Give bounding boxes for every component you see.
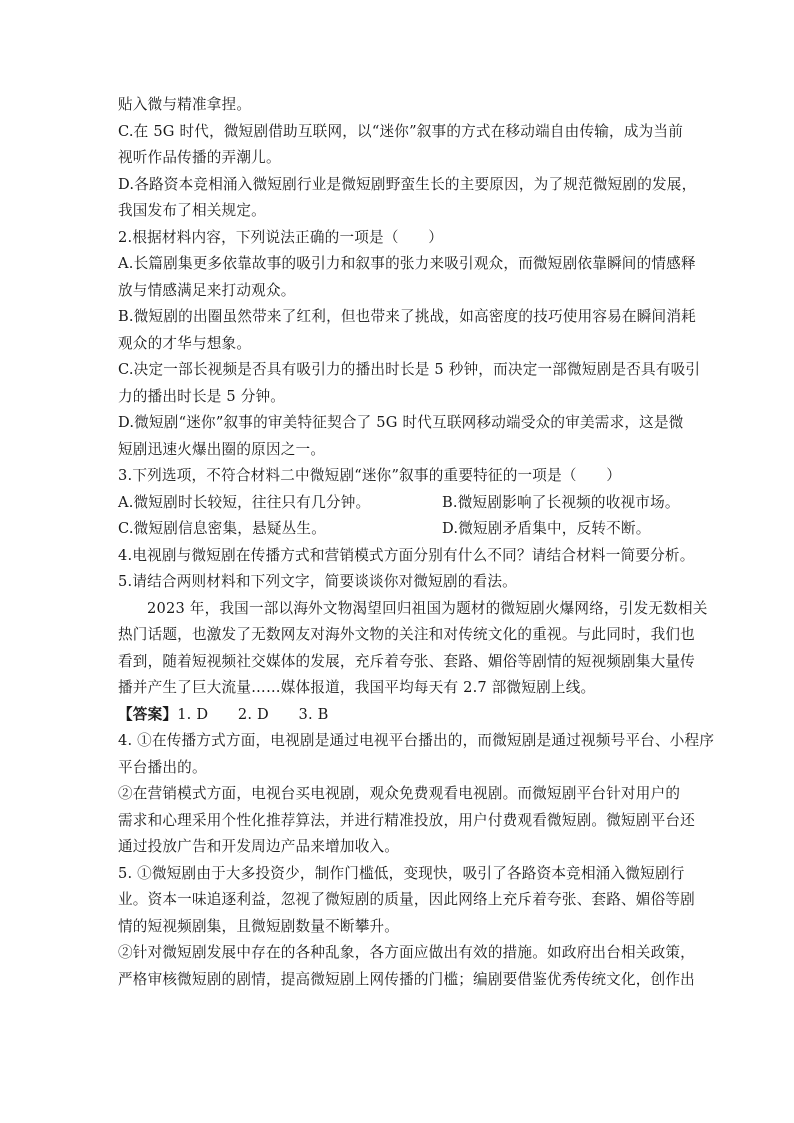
answer-label: 【答案】 (118, 705, 178, 723)
option-right: D.微短剧矛盾集中，反转不断。 (442, 520, 651, 537)
text-line: D.各路资本竞相涌入微短剧行业是微短剧野蛮生长的主要原因，为了规范微短剧的发展， (118, 175, 697, 193)
text-line: 贴入微与精准拿捏。 (118, 96, 252, 113)
passage-line: 看到，随着短视频社交媒体的发展，充斥着夸张、套路、媚俗等剧情的短视频剧集大量传 (118, 652, 695, 670)
supplementary-passage (118, 596, 708, 702)
option-row (118, 490, 678, 517)
text-line: C.决定一部长视频是否具有吸引力的播出时长是 5 秒钟，而决定一部微短剧是否具有吸引 (118, 361, 701, 378)
answer-key-line (118, 702, 678, 729)
answer-explanations (118, 728, 715, 993)
option-right: B.微短剧影响了长视频的收视市场。 (442, 493, 680, 511)
answer-line: ②针对微短剧发展中存在的各种乱象，各方面应做出有效的措施。如政府出台相关政策， (118, 944, 695, 961)
answer-line: 平台播出的。 (118, 758, 207, 776)
question-3-options (118, 490, 678, 543)
option-row (118, 516, 678, 543)
text-line: D.微短剧“迷你”叙事的审美特征契合了 5G 时代互联网移动端受众的审美需求，这是微 (118, 414, 684, 431)
text-line: 视听作品传播的弄潮儿。 (118, 149, 281, 166)
question-block-4-5 (118, 543, 695, 596)
text-line: 短剧迅速火爆出圈的原因之一。 (118, 440, 326, 458)
passage-line: 播并产生了巨大流量……媒体报道，我国平均每天有 2.7 部微短剧上线。 (118, 679, 596, 696)
text-line: 放与情感满足来打动观众。 (118, 281, 296, 299)
document-page (118, 92, 715, 993)
option-left: C.微短剧信息密集，悬疑丛生。 (118, 520, 327, 537)
answer-choices: 1. D 2. D 3. B (177, 705, 329, 723)
text-line: 2.根据材料内容，下列说法正确的一项是（ ） (118, 228, 443, 246)
option-left: A.微短剧时长较短，往往只有几分钟。 (118, 493, 371, 511)
text-line: A.长篇剧集更多依靠故事的吸引力和叙事的张力来吸引观众，而微短剧依靠瞬间的情感释 (118, 255, 696, 272)
text-line: C.在 5G 时代，微短剧借助互联网，以“迷你”叙事的方式在移动端自由传输，成为当前 (118, 122, 684, 140)
text-line: 5.请结合两则材料和下列文字，简要谈谈你对微短剧的看法。 (118, 573, 517, 590)
text-line: 力的播出时长是 5 分钟。 (118, 387, 286, 405)
text-line: 我国发布了相关规定。 (118, 202, 266, 219)
passage-line: 2023 年，我国一部以海外文物渴望回归祖国为题材的微短剧火爆网络，引发无数相关 (147, 599, 708, 617)
answer-line: 4. ①在传播方式方面，电视剧是通过电视平台播出的，而微短剧是通过视频号平台、小程序 (118, 732, 715, 749)
answer-line: 业。资本一味追逐利益，忽视了微短剧的质量，因此网络上充斥着夸张、套路、媚俗等剧 (118, 891, 695, 908)
text-line: B.微短剧的出圈虽然带来了红利，但也带来了挑战，如高密度的技巧使用容易在瞬间消耗 (118, 308, 696, 325)
answer-line: 通过投放广告和开发周边产品来增加收入。 (118, 838, 400, 855)
answer-line: 需求和心理采用个性化推荐算法，并进行精准投放，用户付费观看微短剧。微短剧平台还 (118, 811, 695, 829)
passage-line: 热门话题，也激发了无数网友对海外文物的关注和对传统文化的重视。与此同时，我们也 (118, 626, 695, 643)
answer-line: 情的短视频剧集，且微短剧数量不断攀升。 (118, 917, 400, 935)
text-line: 观众的才华与想象。 (118, 334, 252, 352)
answer-line: 严格审核微短剧的剧情，提高微短剧上网传播的门槛；编剧要借鉴优秀传统文化，创作出 (118, 970, 695, 988)
question-block-1-3 (118, 92, 701, 490)
text-line: 3.下列选项，不符合材料二中微短剧“迷你”叙事的重要特征的一项是（ ） (118, 467, 622, 484)
text-line: 4.电视剧与微短剧在传播方式和营销模式方面分别有什么不同？请结合材料一简要分析。 (118, 546, 695, 564)
answer-line: ②在营销模式方面，电视台买电视剧，观众免费观看电视剧。而微短剧平台针对用户的 (118, 785, 681, 802)
answer-line: 5. ①微短剧由于大多投资少，制作门槛低，变现快，吸引了各路资本竞相涌入微短剧行 (118, 864, 685, 882)
